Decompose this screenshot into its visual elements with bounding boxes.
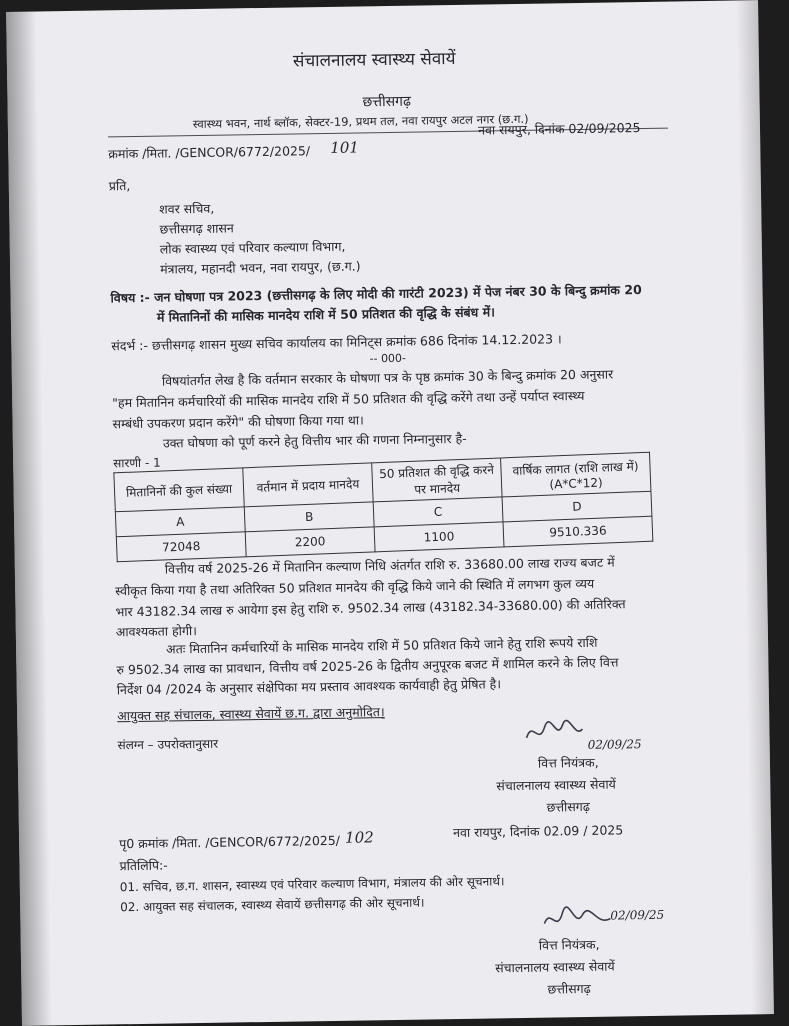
addressee-line-4: मंत्रालय, महानदी भवन, नवा रायपुर, (छ.ग.) <box>160 258 361 277</box>
letter-date: नवा रायपुर, दिनांक 02/09/2025 <box>477 120 641 138</box>
signature2-office: संचालनालय स्वास्थ्य सेवायें <box>495 958 615 976</box>
signature1-state: छत्तीसगढ़ <box>546 798 590 815</box>
page-shadow-right <box>736 0 774 1014</box>
signature2-date: 02/09/25 <box>610 907 665 923</box>
signature1-office: संचालनालय स्वास्थ्य सेवायें <box>496 776 616 794</box>
signature2-state: छत्तीसगढ़ <box>547 980 591 997</box>
copy-number: पृ0 क्रमांक /मिता. /GENCOR/6772/2025/ <box>119 832 341 852</box>
table-value-cell: 9510.336 <box>503 516 653 547</box>
copies-heading: प्रतिलिपि:- <box>119 857 168 874</box>
body3-line-1: अतः मितानिन कर्मचारियों के मासिक मानदेय राशि में 50 प्रतिशत किये जाने हेतु राशि रूपये राशि <box>165 634 598 657</box>
body1-line-1: विषयांतर्गत लेख है कि वर्तमान सरकार के घोषणा पत्र के पृष्ठ क्रमांक 30 के बिन्दु क्रमांक 20 अनुसार <box>161 366 614 389</box>
approval-note: आयुक्त सह संचालक, स्वास्थ्य सेवायें छ.ग. द्वारा अनुमोदित। <box>117 704 385 724</box>
table-letter-cell: D <box>502 491 652 522</box>
table-caption: सारणी - 1 <box>113 455 161 471</box>
letter-number-handwritten: 101 <box>330 138 360 157</box>
subject-line-2: में मितानिनों की मासिक मानदेय राशि में 50 प्रतिशत की वृद्धि के संबंध में। <box>156 304 495 325</box>
table-letter-cell: A <box>115 507 245 537</box>
table-letter-cell: B <box>244 502 374 532</box>
cost-table <box>113 452 653 563</box>
body3-line-2: रु 9502.34 लाख का प्रावधान, वित्तीय वर्ष 2025-26 के द्वितीय अनुपूरक बजट में शामिल करने के लिए वित्त <box>116 654 619 678</box>
body1-line-2: "हम मितानिन कर्मचारियों की मासिक मानदेय राशि में 50 प्रतिशत की वृद्धि करेंगे तथा उन्हें पर्याप्त स्वास्थ्य <box>112 387 585 411</box>
copy-number-handwritten: 102 <box>344 828 374 847</box>
table-header-cell: मितानिनों की कुल संख्या <box>114 468 244 512</box>
letter-number: क्रमांक /मिता. /GENCOR/6772/2025/ <box>108 143 311 162</box>
document-page <box>6 0 774 1026</box>
table-letter-cell: C <box>373 497 503 527</box>
table-value-cell: 72048 <box>116 532 246 562</box>
copy-date: नवा रायपुर, दिनांक 02.09 / 2025 <box>452 822 624 841</box>
signature2-title: वित्त नियंत्रक, <box>538 936 600 953</box>
table-header-cell: 50 प्रतिशत की वृद्धि करने पर मानदेय <box>372 458 502 502</box>
signature1-title: वित्त नियंत्रक, <box>537 754 599 771</box>
subject-line-1: विषय :- जन घोषणा पत्र 2023 (छत्तीसगढ़ के लिए मोदी की गारंटी 2023) में पेज नंबर 30 के बिन्दु क्रमांक 20 <box>110 282 642 306</box>
letterhead-org: संचालनालय स्वास्थ्य सेवायें <box>292 48 456 72</box>
body2-line-1: वित्तीय वर्ष 2025-26 में मितानिन कल्याण निधि अंतर्गत राशि रु. 33680.00 लाख राज्य बजट में <box>164 554 615 577</box>
separator: -- 000- <box>369 351 407 366</box>
body2-line-3: भार 43182.34 लाख रु आयेगा इस हेतु राशि रु. 9502.34 लाख (43182.34-33680.00) की अतिरिक्त <box>115 596 626 620</box>
addressee-line-2: छत्तीसगढ़ शासन <box>159 220 234 237</box>
letterhead-address: स्वास्थ्य भवन, नार्थ ब्लॉक, सेक्टर-19, प्रथम तल, नवा रायपुर अटल नगर (छ.ग.) <box>192 111 529 132</box>
addressee-line-1: शवर सचिव, <box>159 200 215 217</box>
body1-line-3: सम्बंधी उपकरण प्रदान करेंगे" की घोषणा किया गया था। <box>112 412 364 432</box>
addressee-line-3: लोक स्वास्थ्य एवं परिवार कल्याण विभाग, <box>159 238 346 257</box>
signature1-date: 02/09/25 <box>587 737 642 752</box>
enclosure-note: संलग्न – उपरोक्तानुसार <box>117 736 219 753</box>
body2-line-2: स्वीकृत किया गया है तथा अतिरिक्त 50 प्रतिशत मानदेय की वृद्धि किये जाने की स्थिति में लगभग कुल व्यय <box>115 575 595 599</box>
table-value-cell: 2200 <box>245 527 375 557</box>
reference-line: संदर्भ :- छत्तीसगढ़ शासन मुख्य सचिव कार्यालय का मिनिट्स क्रमांक 686 दिनांक 14.12.2023 । <box>111 331 562 354</box>
body2-line-4: आवश्यकता होगी। <box>115 623 198 640</box>
table-value-cell: 1100 <box>374 522 504 552</box>
body1-line-4: उक्त घोषणा को पूर्ण करने हेतु वित्तीय भार की गणना निम्नानुसार है- <box>162 430 467 451</box>
copy-item-2: 02. आयुक्त सह संचालक, स्वास्थ्य सेवायें छत्तीसगढ़ की ओर सूचनार्थ। <box>120 895 425 915</box>
prati-label: प्रति, <box>108 178 131 194</box>
table-header-cell: वर्तमान में प्रदाय मानदेय <box>243 463 373 507</box>
copy-item-1: 01. सचिव, छ.ग. शासन, स्वास्थ्य एवं परिवार कल्याण विभाग, मंत्रालय की ओर सूचनार्थ। <box>119 874 505 895</box>
page-shadow-left <box>6 11 52 1025</box>
letterhead-state: छत्तीसगढ़ <box>362 93 412 111</box>
body3-line-3: निर्देश 04 /2024 के अनुसार संक्षेपिका मय प्रस्ताव आवश्यक कार्यवाही हेतु प्रेषित है। <box>116 676 502 698</box>
table-header-cell: वार्षिक लागत (राशि लाख में) (A*C*12) <box>501 452 651 497</box>
